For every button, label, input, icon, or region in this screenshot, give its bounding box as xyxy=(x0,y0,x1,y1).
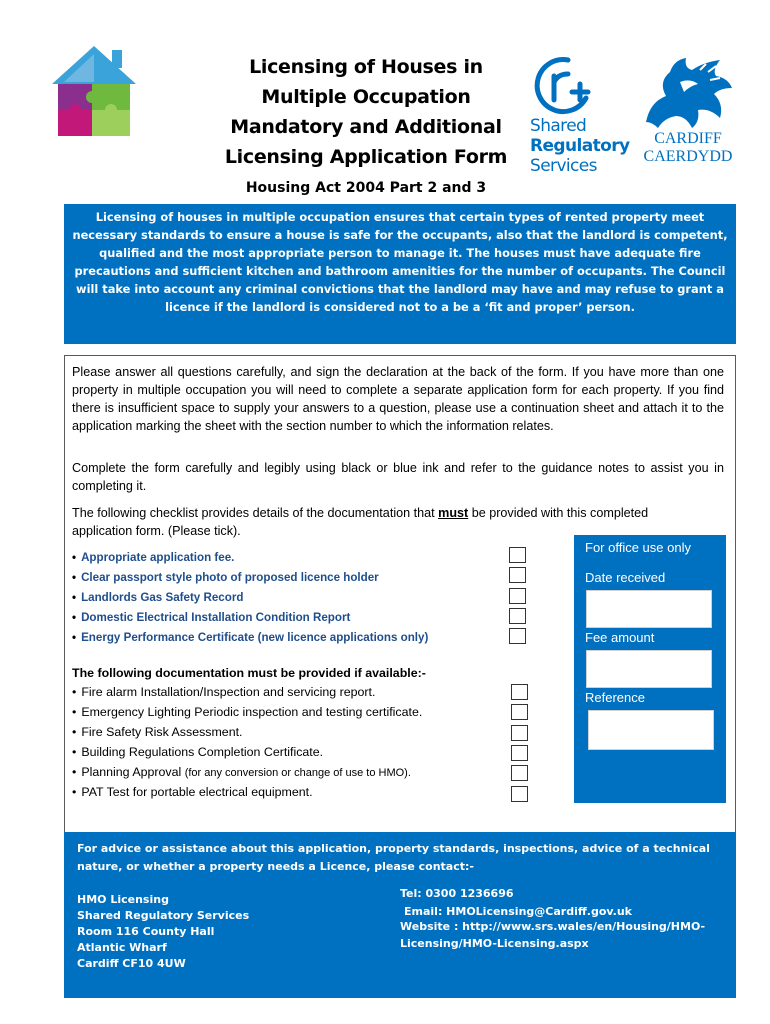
list-item xyxy=(72,782,422,802)
required-doc-checkbox[interactable] xyxy=(509,628,526,644)
website-line: Licensing/HMO-Licensing.aspx xyxy=(400,937,589,950)
srs-word: Services xyxy=(530,156,597,176)
checklist-intro-text: The following checklist provides details of the documentation that xyxy=(72,506,439,520)
optional-doc-checkbox[interactable] xyxy=(511,786,528,802)
optional-doc-checkbox[interactable] xyxy=(511,704,528,720)
contact-website[interactable] xyxy=(400,918,730,952)
item-note: (for any conversion or change of use to HMO). xyxy=(184,767,411,779)
item-text: Planning Approval xyxy=(81,765,185,779)
cardiff-word: CAERDYDD xyxy=(643,148,733,165)
welsh-dragon-icon xyxy=(640,52,736,132)
list-item xyxy=(72,722,422,742)
srs-word: Regulatory xyxy=(530,136,630,156)
intro-text: Licensing of houses in multiple occupation ensures that certain types of rented property meet necessary standards to ensure a house is safe for the occupants, also that the landlord is competent, qualified and the most appropriate person to manage it. The houses must have adequate fire precautions and sufficient kitchen and bathroom amenities for the number of occupants. The Council will take into account any criminal convictions that the landlord may have and may refuse to grant a licence if the landlord is considered not to a be a ‘fit and proper’ person. xyxy=(72,210,728,314)
address-line: Room 116 County Hall xyxy=(77,925,215,938)
form-subtitle: Housing Act 2004 Part 2 and 3 xyxy=(245,180,487,196)
required-doc-checkbox[interactable] xyxy=(509,547,526,563)
item-text: Building Regulations Completion Certificate. xyxy=(81,745,324,759)
optional-doc-checkbox[interactable] xyxy=(511,725,528,741)
required-docs-list xyxy=(72,548,428,648)
item-text: PAT Test for portable electrical equipment. xyxy=(81,785,313,799)
optional-docs-heading: The following documentation must be provided if available:- xyxy=(72,666,426,680)
website-line: Website : http://www.srs.wales/en/Housing/HMO- xyxy=(400,920,706,933)
address-line: Shared Regulatory Services xyxy=(77,909,250,922)
list-item xyxy=(72,742,422,762)
date-received-field[interactable] xyxy=(586,590,712,628)
must-emphasis: must xyxy=(438,506,469,520)
form-title xyxy=(200,52,532,198)
item-text: Emergency Lighting Periodic inspection and testing certificate. xyxy=(81,705,423,719)
title-line: Multiple Occupation xyxy=(261,86,471,108)
office-use-panel xyxy=(574,535,726,803)
contact-email[interactable]: Email: HMOLicensing@Cardiff.gov.uk xyxy=(404,905,632,918)
fee-amount-label: Fee amount xyxy=(585,630,655,645)
address-line: Cardiff CF10 4UW xyxy=(77,957,186,970)
optional-doc-checkbox[interactable] xyxy=(511,765,528,781)
contact-address xyxy=(77,892,249,972)
address-line: Atlantic Wharf xyxy=(77,941,167,954)
title-line: Licensing of Houses in xyxy=(249,56,483,78)
fee-amount-field[interactable] xyxy=(586,650,712,688)
list-item: • Clear passport style photo of proposed licence holder xyxy=(72,568,428,588)
cardiff-word: CARDIFF xyxy=(654,130,722,147)
optional-doc-checkbox[interactable] xyxy=(511,745,528,761)
title-line: Licensing Application Form xyxy=(224,146,508,168)
item-text: Fire alarm Installation/Inspection and servicing report. xyxy=(81,685,376,699)
office-use-title: For office use only xyxy=(585,540,691,555)
hmo-house-logo xyxy=(48,44,140,140)
contact-intro: For advice or assistance about this application, property standards, inspections, advice of a technical nature, or whether a property needs a Licence, please contact:- xyxy=(77,842,710,873)
intro-panel xyxy=(64,204,736,344)
reference-field[interactable] xyxy=(588,710,714,750)
list-item: • Landlords Gas Safety Record xyxy=(72,588,428,608)
item-text: Fire Safety Risk Assessment. xyxy=(81,725,243,739)
date-received-label: Date received xyxy=(585,570,666,585)
optional-docs-list xyxy=(72,682,422,802)
optional-doc-checkbox[interactable] xyxy=(511,684,528,700)
reference-label: Reference xyxy=(585,690,645,705)
required-doc-checkbox[interactable] xyxy=(509,608,526,624)
required-doc-checkbox[interactable] xyxy=(509,588,526,604)
cardiff-council-logo xyxy=(632,52,744,172)
address-line: HMO Licensing xyxy=(77,893,169,906)
instructions-paragraph: Complete the form carefully and legibly using black or blue ink and refer to the guidance notes to assist you in completing it. xyxy=(72,461,724,493)
instructions-paragraph: Please answer all questions carefully, and sign the declaration at the back of the form. If you have more than one property in multiple occupation you will need to complete a separate application form for each property. If you find there is insufficient space to supply your answers to a question, please use a continuation sheet and attach it to the application marking the sheet with the section number to which the information relates. xyxy=(72,365,724,433)
required-doc-checkbox[interactable] xyxy=(509,567,526,583)
list-item: • Domestic Electrical Installation Condition Report xyxy=(72,608,428,628)
checklist-intro-text: be provided with this completed application form. (Please tick). xyxy=(72,506,649,538)
list-item: • Appropriate application fee. xyxy=(72,548,428,568)
title-line: Mandatory and Additional xyxy=(230,116,502,138)
list-item xyxy=(72,682,422,702)
contact-panel xyxy=(64,832,736,998)
srs-word: Shared xyxy=(530,116,587,136)
srs-r-plus-icon xyxy=(532,54,594,116)
srs-logo xyxy=(528,50,634,182)
list-item xyxy=(72,702,422,722)
contact-telephone: Tel: 0300 1236696 xyxy=(400,887,514,900)
list-item xyxy=(72,762,422,782)
list-item: • Energy Performance Certificate (new licence applications only) xyxy=(72,628,428,648)
